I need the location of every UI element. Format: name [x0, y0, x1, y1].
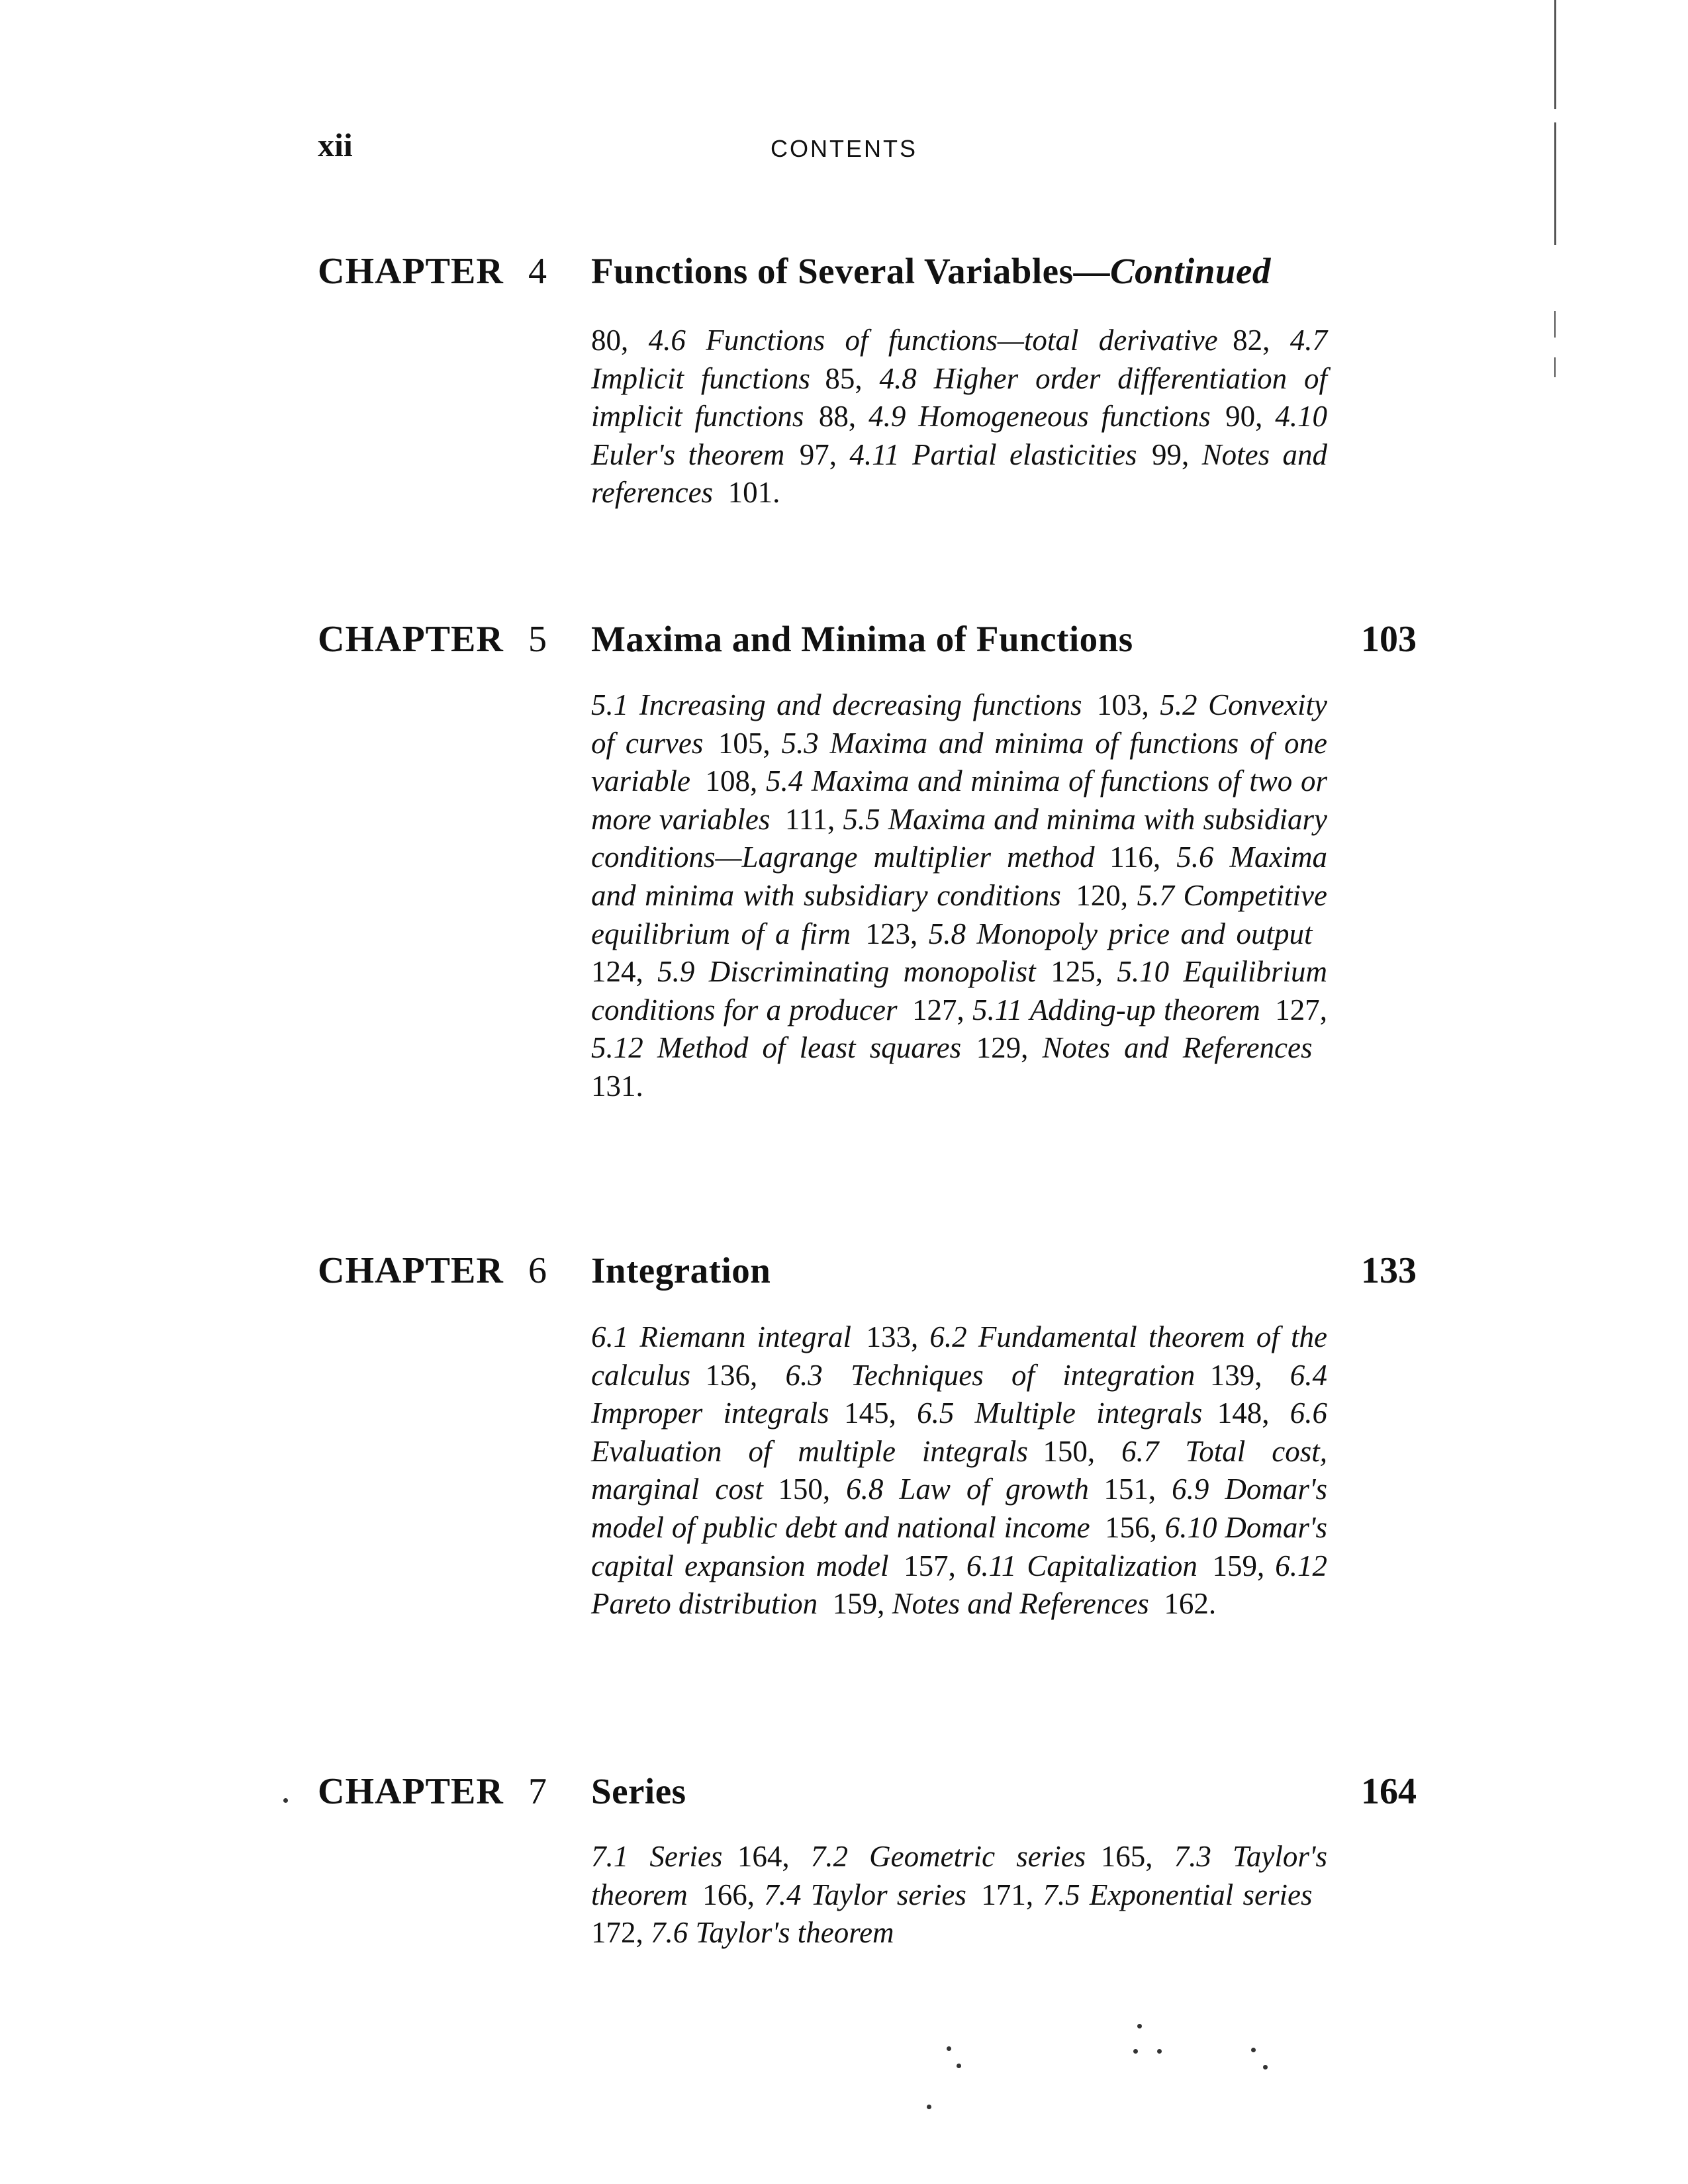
chapter-contents: [591, 686, 1327, 1106]
section-page: 127: [912, 993, 957, 1026]
section-title: 6.12 Pareto distribution: [591, 1549, 1328, 1621]
entry-separator: ,: [1149, 1510, 1165, 1544]
section-page: 139: [1209, 1358, 1255, 1392]
section-page: 129: [976, 1031, 1021, 1065]
entry-separator: ,: [910, 917, 929, 950]
entry-separator: ,: [1141, 688, 1160, 721]
scan-margin-mark: [1554, 357, 1556, 377]
section-title: Notes and references: [591, 437, 1327, 510]
entry-separator: ,: [1262, 1396, 1290, 1430]
section-title: 6.3 Techniques of integration: [785, 1358, 1196, 1392]
section-title: Notes and References: [1042, 1031, 1313, 1065]
section-page: 97: [799, 437, 829, 471]
section-title: 5.7 Competitive equilibrium of a firm: [591, 878, 1328, 950]
continued-label: Continued: [1110, 251, 1271, 291]
section-page: 120: [1076, 878, 1121, 912]
scan-speck: [1251, 2048, 1256, 2052]
chapter-page: 103: [1361, 619, 1417, 660]
scan-margin-mark: [1554, 122, 1556, 245]
entry-separator: ,: [877, 1587, 892, 1621]
chapter-number: 6: [528, 1250, 547, 1291]
entry-separator: ,: [782, 1840, 811, 1873]
entry-separator: ,: [1025, 1878, 1043, 1911]
section-title: Notes and References: [892, 1587, 1149, 1621]
section-title: 5.12 Method of least squares: [591, 1031, 962, 1065]
entry-separator: ,: [1262, 324, 1290, 357]
section-page: 133: [866, 1320, 912, 1353]
section-title: 6.11 Capitalization: [966, 1549, 1197, 1582]
section-page: 82: [1233, 324, 1263, 357]
section-title: 7.3 Taylor's theorem: [591, 1840, 1327, 1911]
section-page: 145: [844, 1396, 889, 1430]
section-title: 4.10 Euler's theorem: [591, 400, 1328, 471]
section-page: 125: [1051, 955, 1096, 989]
section-title: 7.1 Series: [591, 1840, 723, 1873]
section-title: 6.10 Domar's capital expansion model: [591, 1510, 1327, 1582]
section-title: 6.5 Multiple integrals: [917, 1396, 1203, 1430]
section-page: 171: [981, 1878, 1026, 1911]
section-title: 4.8 Higher order differentiation of implicit functions: [591, 361, 1328, 433]
section-title: 7.6 Taylor's theorem: [651, 1916, 894, 1950]
chapter-page: 133: [1361, 1250, 1417, 1291]
section-page: 159: [1212, 1549, 1257, 1582]
page-number: xii: [318, 126, 353, 163]
section-page: 172: [591, 1916, 636, 1950]
entry-separator: ,: [635, 955, 658, 989]
section-page: 105: [718, 726, 763, 760]
entry-separator: ,: [635, 1916, 651, 1950]
section-title: 5.3 Maxima and minima of functions of one variable: [591, 726, 1328, 798]
section-title: 6.6 Evaluation of multiple integrals: [591, 1396, 1328, 1468]
entry-separator: ,: [1120, 878, 1137, 912]
section-title: 6.4 Improper integrals: [591, 1358, 1328, 1430]
section-page: 148: [1217, 1396, 1262, 1430]
section-title: 5.8 Monopoly price and output: [928, 917, 1313, 950]
section-title: 5.10 Equilibrium conditions for a producer: [591, 955, 1327, 1026]
scan-speck: [283, 1798, 288, 1803]
section-title: 6.8 Law of growth: [846, 1473, 1089, 1506]
section-title: 5.6 Maxima and minima with subsidiary conditions: [591, 841, 1327, 912]
section-title: 4.6 Functions of functions—total derivative: [648, 324, 1218, 357]
section-page: 124: [591, 955, 636, 989]
section-title: 4.7 Implicit functions: [591, 324, 1328, 395]
section-title: 6.9 Domar's model of public debt and national income: [591, 1473, 1328, 1544]
section-page: 127: [1275, 993, 1320, 1026]
section-page: 165: [1100, 1840, 1146, 1873]
scan-speck: [1133, 2049, 1138, 2054]
entry-separator: ,: [948, 1549, 966, 1582]
entry-separator: ,: [1148, 1473, 1172, 1506]
section-page: 162: [1164, 1587, 1209, 1621]
entry-separator: ,: [1182, 437, 1202, 471]
section-page: 164: [737, 1840, 782, 1873]
scan-speck: [1263, 2065, 1268, 2070]
entry-separator: ,: [1254, 1358, 1290, 1392]
section-page: 90: [1225, 400, 1256, 433]
entry-separator: ,: [822, 1473, 847, 1506]
chapter-contents: [591, 1838, 1327, 1952]
section-page: 151: [1103, 1473, 1149, 1506]
section-page: 99: [1152, 437, 1182, 471]
chapter-label: CHAPTER: [318, 1250, 504, 1291]
section-page: 85: [825, 361, 855, 395]
entry-separator: ,: [763, 726, 782, 760]
chapter-label: CHAPTER: [318, 619, 504, 660]
section-page: 156: [1105, 1510, 1150, 1544]
section-page: 159: [832, 1587, 878, 1621]
entry-separator: ,: [1256, 1549, 1276, 1582]
chapter-number: 4: [528, 251, 547, 292]
section-title: 6.2 Fundamental theorem of the calculus: [591, 1320, 1328, 1392]
section-page: 157: [904, 1549, 949, 1582]
chapter-label: CHAPTER: [318, 251, 504, 292]
section-title: 7.4 Taylor series: [764, 1878, 966, 1911]
entry-separator: 80,: [591, 324, 649, 357]
scan-speck: [957, 2064, 961, 2068]
entry-terminator: .: [1208, 1587, 1217, 1621]
section-title: 5.11 Adding-up theorem: [972, 993, 1260, 1026]
scan-speck: [1157, 2049, 1162, 2054]
entry-terminator: .: [635, 1069, 643, 1103]
chapter-contents: [591, 1318, 1327, 1623]
section-page: 116: [1109, 841, 1153, 874]
entry-separator: ,: [888, 1396, 917, 1430]
scan-margin-mark: [1554, 0, 1556, 109]
section-page: 88: [818, 400, 849, 433]
entry-separator: ,: [827, 802, 843, 836]
section-title: 7.5 Exponential series: [1043, 1878, 1313, 1911]
entry-separator: ,: [829, 437, 850, 471]
section-title: 5.2 Convexity of curves: [591, 688, 1328, 760]
section-title: 6.7 Total cost, marginal cost: [591, 1434, 1327, 1506]
scan-margin-mark: [1554, 311, 1556, 338]
section-page: 111: [784, 802, 828, 836]
chapter-number: 5: [528, 619, 547, 660]
section-title: 5.4 Maxima and minima of functions of two or more variables: [591, 764, 1327, 836]
section-title: 6.1 Riemann integral: [591, 1320, 852, 1353]
entry-separator: ,: [749, 764, 766, 798]
section-title: 5.1 Increasing and decreasing functions: [591, 688, 1082, 721]
section-page: 101: [727, 476, 773, 510]
section-page: 136: [705, 1358, 750, 1392]
section-title: 4.11 Partial elasticities: [849, 437, 1137, 471]
chapter-title: Integration: [591, 1250, 771, 1291]
entry-separator: ,: [848, 400, 869, 433]
section-page: 123: [865, 917, 911, 950]
section-title: 5.5 Maxima and minima with subsidiary conditions—Lagrange multiplier method: [591, 802, 1327, 874]
chapter-label: CHAPTER: [318, 1771, 504, 1812]
section-title: 5.9 Discriminating monopolist: [657, 955, 1036, 989]
scan-speck: [947, 2046, 951, 2051]
section-page: 166: [702, 1878, 747, 1911]
entry-separator: ,: [1021, 1031, 1043, 1065]
running-head-title: CONTENTS: [771, 135, 917, 162]
section-page: 103: [1097, 688, 1142, 721]
entry-separator: ,: [1087, 1434, 1122, 1468]
running-head: [0, 126, 1688, 179]
entry-terminator: .: [773, 476, 780, 510]
section-page: 150: [778, 1473, 823, 1506]
scan-speck: [927, 2105, 931, 2109]
scan-speck: [1137, 2024, 1142, 2028]
entry-separator: ,: [957, 993, 972, 1026]
chapter-page: 164: [1361, 1771, 1417, 1812]
entry-separator: ,: [1152, 841, 1177, 874]
chapter-title: Maxima and Minima of Functions: [591, 619, 1133, 659]
entry-separator: ,: [1319, 993, 1327, 1026]
entry-separator: ,: [749, 1358, 786, 1392]
entry-separator: ,: [855, 361, 880, 395]
section-title: 7.2 Geometric series: [810, 1840, 1086, 1873]
chapter-number: 7: [528, 1771, 547, 1812]
entry-separator: ,: [1255, 400, 1276, 433]
chapter-title: Series: [591, 1771, 686, 1811]
entry-separator: ,: [1095, 955, 1117, 989]
entry-separator: ,: [911, 1320, 930, 1353]
entry-separator: ,: [1145, 1840, 1174, 1873]
section-page: 150: [1043, 1434, 1088, 1468]
entry-separator: ,: [747, 1878, 765, 1911]
chapter-contents: [591, 322, 1327, 512]
section-page: 131: [591, 1069, 636, 1103]
chapter-title: Functions of Several Variables—Continued: [591, 251, 1271, 291]
section-page: 108: [705, 764, 750, 798]
section-title: 4.9 Homogeneous functions: [868, 400, 1211, 433]
